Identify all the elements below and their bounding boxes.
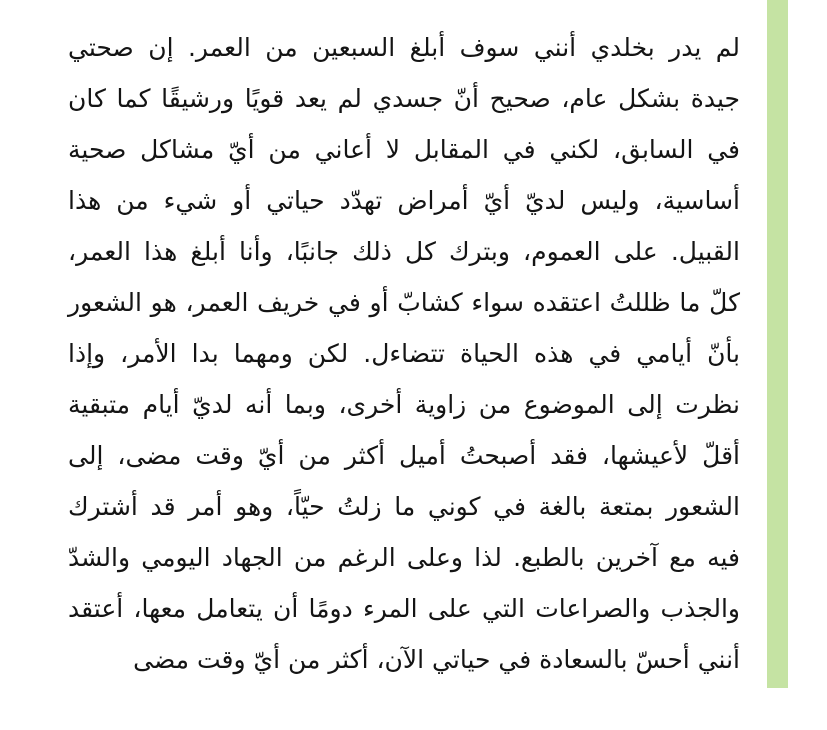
paragraph-line: الشعور بمتعة بالغة في كوني ما زلتُ حيّاً، وهو أمر قد أشترك	[68, 492, 740, 521]
paragraph-line: أنني أحسّ بالسعادة في حياتي الآن، أكثر من أيّ وقت مضى	[133, 645, 740, 674]
paragraph-line: أقلّ لأعيشها، فقد أصبحتُ أميل أكثر من أيّ وقت مضى، إلى	[68, 441, 740, 470]
paragraph-line: القبيل. على العموم، وبترك كل ذلك جانبًا، وأنا أبلغ هذا العمر،	[68, 237, 740, 266]
paragraph-line: والجذب والصراعات التي على المرء دومًا أن يتعامل معها، أعتقد	[68, 594, 740, 623]
paragraph-line: فيه مع آخرين بالطبع. لذا وعلى الرغم من الجهاد اليومي والشدّ	[68, 543, 740, 572]
paragraph-line: لم يدر بخلدي أنني سوف أبلغ السبعين من العمر. إن صحتي	[68, 33, 740, 62]
paragraph-line: نظرت إلى الموضوع من زاوية أخرى، وبما أنه لديّ أيام متبقية	[68, 390, 740, 419]
paragraph-line: كلّ ما ظللتُ اعتقده سواء كشابّ أو في خريف العمر، هو الشعور	[68, 288, 740, 317]
accent-bar	[767, 0, 788, 688]
arabic-paragraph	[68, 22, 740, 685]
paragraph-line: جيدة بشكل عام، صحيح أنّ جسدي لم يعد قويًا ورشيقًا كما كان	[68, 84, 740, 113]
paragraph-line: بأنّ أيامي في هذه الحياة تتضاءل. لكن ومهما بدا الأمر، وإذا	[68, 339, 740, 368]
paragraph-line: أساسية، وليس لديّ أيّ أمراض تهدّد حياتي أو شيء من هذا	[68, 186, 740, 215]
paragraph-line: في السابق، لكني في المقابل لا أعاني من أيّ مشاكل صحية	[68, 135, 740, 164]
